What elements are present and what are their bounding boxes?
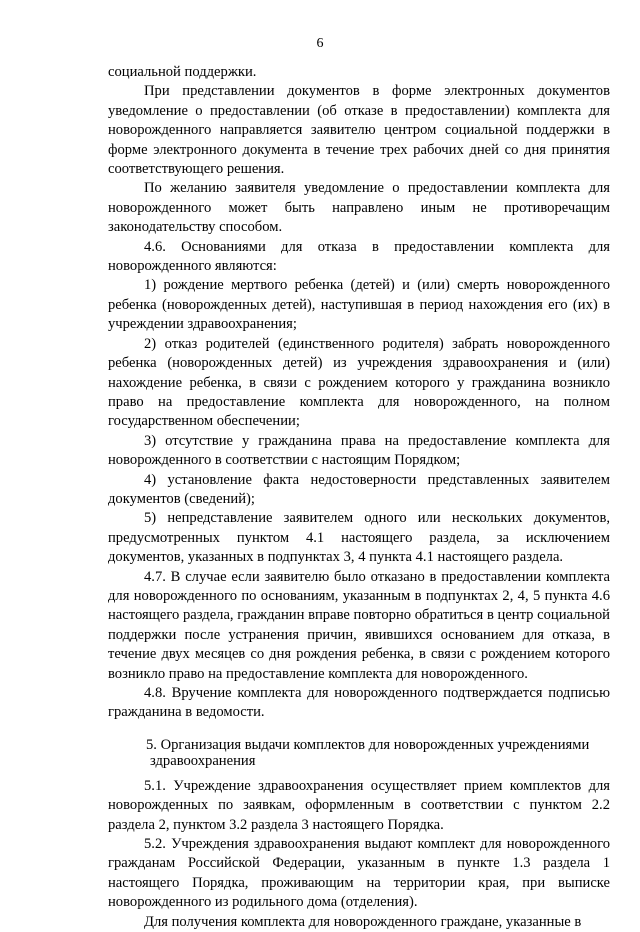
- paragraph-4-8: 4.8. Вручение комплекта для новорожденного подтверждается подписью гражданина в ведомости.: [108, 685, 610, 721]
- paragraph-4-6: 4.6. Основаниями для отказа в предоставлении комплекта для новорожденного являются:: [108, 238, 610, 275]
- paragraph-5-1: 5.1. Учреждение здравоохранения осуществляет прием комплектов для новорожденных по заявкам, оформленным в соответствии с пунктом 2.2 раздела 2, пунктом 3.2 раздела 3 настоящего Порядка.: [108, 777, 610, 833]
- paragraph-5-2-continuation: Для получения комплекта для новорожденного граждане, указанные в: [144, 913, 582, 930]
- page-number: 6: [316, 36, 324, 51]
- list-item-4-6-1: 1) рождение мертвого ребенка (детей) и (или) смерть новорожденного ребенка (новорожденных детей), наступившая в период нахождения его (их) в учреждении здравоохранения;: [108, 277, 610, 333]
- document-body: [108, 63, 610, 932]
- list-item-4-6-2: 2) отказ родителей (единственного родителя) забрать новорожденного ребенка (новорожденных детей) из учреждения здравоохранения и (или) нахождение ребенка, в связи с рождением которого у гражданина возникло право на предоставление комплекта для новорожденного, на полном государственном обеспечении;: [108, 335, 610, 430]
- paragraph-notice-other-means: По желанию заявителя уведомление о предоставлении комплекта для новорожденного может быть направлено иным не противоречащим законодательству способом.: [108, 180, 610, 236]
- section-5-heading-line2: здравоохранения: [150, 752, 256, 769]
- section-5-heading: [108, 737, 610, 769]
- list-item-4-6-3: 3) отсутствие у гражданина права на предоставление комплекта для новорожденного в соответствии с настоящим Порядком;: [108, 432, 610, 469]
- paragraph-continuation: социальной поддержки.: [108, 64, 257, 80]
- list-item-4-6-5: 5) непредставление заявителем одного или нескольких документов, предусмотренных пунктом 4.1 настоящего раздела, за исключением документов, указанных в подпунктах 3, 4 пункта 4.1 настоящего раздела.: [108, 510, 610, 566]
- paragraph-electronic-notice: При представлении документов в форме электронных документов уведомление о предоставлении (об отказе в предоставлении) комплекта для новорожденного направляется заявителю центром социальной поддержки в форме электронного документа в течение трех рабочих дней со дня принятия соответствующего решения.: [108, 83, 610, 178]
- paragraph-5-2: 5.2. Учреждения здравоохранения выдают комплект для новорожденного гражданам Российской Федерации, указанным в пункте 1.3 раздела 1 настоящего Порядка, проживающим на территории края, при выписке новорожденного из родильного дома (отделения).: [108, 836, 610, 911]
- paragraph-4-7: 4.7. В случае если заявителю было отказано в предоставлении комплекта для новорожденного по основаниям, указанным в подпунктах 2, 4, 5 пункта 4.6 настоящего раздела, гражданин вправе повторно обратиться в центр социальной поддержки после устранения причин, явившихся основанием для отказа, в течение двух месяцев со дня рождения ребенка, в связи с рождением которого возникло право на предоставление комплекта для новорожденного.: [108, 568, 610, 682]
- section-5-heading-line1: 5. Организация выдачи комплектов для новорожденных учреждениями: [146, 736, 590, 753]
- list-item-4-6-4: 4) установление факта недостоверности представленных заявителем документов (сведений);: [108, 471, 610, 507]
